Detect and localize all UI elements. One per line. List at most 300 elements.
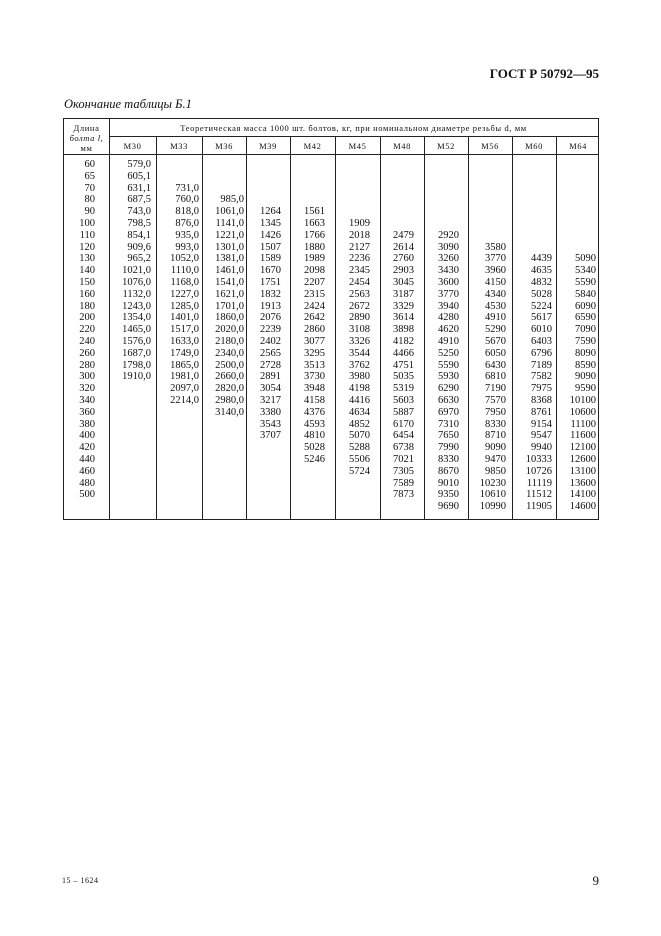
grid-line (64, 154, 598, 155)
value-cell: 1264 (260, 206, 281, 218)
value-cell: 1465,0 (122, 324, 151, 336)
value-cell: 1751 (260, 276, 281, 288)
value-cell: 1354,0 (122, 312, 151, 324)
value-cell: 6010 (531, 324, 552, 336)
value-cell (335, 194, 370, 206)
value-cell: 5250 (438, 347, 459, 359)
value-cell: 3960 (485, 265, 506, 277)
value-cell: 6170 (393, 418, 414, 430)
value-cell: 1832 (260, 288, 281, 300)
col-header-m36: М36 (215, 141, 233, 151)
value-cell: 10100 (569, 394, 596, 406)
value-cell: 9090 (485, 442, 506, 454)
value-cell: 1301,0 (215, 241, 244, 253)
length-cell: 480 (79, 477, 95, 489)
value-cell: 7650 (438, 430, 459, 442)
value-cell: 993,0 (175, 241, 199, 253)
value-cell (202, 159, 244, 171)
value-cell: 5288 (349, 442, 370, 454)
length-cell: 180 (79, 300, 95, 312)
value-cell: 1132,0 (122, 288, 151, 300)
length-cell: 60 (84, 159, 95, 170)
value-cell: 2214,0 (170, 394, 199, 406)
value-cell: 3077 (304, 335, 325, 347)
value-cell: 3600 (438, 276, 459, 288)
value-cell: 818,0 (175, 206, 199, 218)
value-cell: 1670 (260, 265, 281, 277)
value-cell: 965,2 (127, 253, 151, 265)
value-cell: 2903 (393, 265, 414, 277)
value-cell (468, 171, 506, 183)
value-cell (202, 183, 244, 195)
value-cell: 5840 (575, 288, 596, 300)
value-cell: 2018 (349, 229, 370, 241)
value-cell (556, 183, 596, 195)
value-cell: 2500,0 (215, 359, 244, 371)
value-cell (556, 242, 596, 254)
value-cell: 7990 (438, 442, 459, 454)
value-cell: 760,0 (175, 194, 199, 206)
value-cell: 7189 (531, 359, 552, 371)
value-cell: 5724 (349, 465, 370, 477)
value-cell: 1021,0 (122, 265, 151, 277)
value-cell (512, 171, 552, 183)
value-cell: 2236 (349, 253, 370, 265)
value-cell: 3770 (485, 253, 506, 265)
value-cell (468, 183, 506, 195)
value-cell: 4751 (393, 359, 414, 371)
value-cell: 8670 (438, 465, 459, 477)
value-cell: 1507 (260, 241, 281, 253)
value-cell: 1576,0 (122, 335, 151, 347)
col-header-m33: М33 (170, 141, 188, 151)
value-cell: 4635 (531, 265, 552, 277)
value-cell: 14100 (569, 489, 596, 501)
value-cell: 2563 (349, 288, 370, 300)
value-cell (468, 194, 506, 206)
value-cell: 6454 (393, 430, 414, 442)
mass-table (63, 118, 599, 520)
value-cell: 5290 (485, 324, 506, 336)
value-cell (424, 206, 459, 218)
value-cell: 743,0 (127, 206, 151, 218)
length-cell: 65 (84, 170, 95, 182)
value-cell: 876,0 (175, 217, 199, 229)
values-column-m52 (424, 159, 459, 513)
value-cell: 2479 (393, 229, 414, 241)
value-cell: 5028 (531, 288, 552, 300)
value-cell: 3513 (304, 359, 325, 371)
value-cell: 3430 (438, 265, 459, 277)
value-cell: 2672 (349, 300, 370, 312)
value-cell (380, 171, 414, 183)
value-cell (468, 230, 506, 242)
values-column-m56 (468, 159, 506, 513)
values-column-m30 (109, 159, 151, 383)
value-cell: 3108 (349, 324, 370, 336)
value-cell: 4466 (393, 347, 414, 359)
value-cell: 3707 (260, 430, 281, 442)
length-cell: 340 (79, 394, 95, 406)
value-cell: 2860 (304, 324, 325, 336)
value-cell (556, 206, 596, 218)
value-cell: 2097,0 (170, 383, 199, 395)
col-header-m56: М56 (481, 141, 499, 151)
values-column-m33 (156, 159, 199, 407)
values-column-m48 (380, 159, 414, 501)
value-cell: 3948 (304, 383, 325, 395)
value-cell: 1766 (304, 229, 325, 241)
value-cell (512, 159, 552, 171)
value-cell: 3054 (260, 383, 281, 395)
value-cell: 10990 (479, 501, 506, 513)
value-cell: 12600 (569, 453, 596, 465)
value-cell: 4852 (349, 418, 370, 430)
length-cell: 380 (79, 418, 95, 430)
col-header-m39: М39 (259, 141, 277, 151)
table-caption: Окончание таблицы Б.1 (64, 97, 192, 111)
value-cell: 1381,0 (215, 253, 244, 265)
value-cell: 9154 (531, 418, 552, 430)
value-cell: 5246 (304, 453, 325, 465)
value-cell: 3898 (393, 324, 414, 336)
value-cell: 4634 (349, 406, 370, 418)
length-column (64, 159, 95, 501)
value-cell (246, 159, 281, 171)
value-cell: 854,1 (127, 229, 151, 241)
value-cell: 10333 (525, 453, 552, 465)
length-cell: 110 (79, 229, 95, 241)
value-cell (335, 171, 370, 183)
value-cell (380, 159, 414, 171)
value-cell: 6810 (485, 371, 506, 383)
value-cell (290, 171, 325, 183)
length-cell: 80 (84, 194, 95, 206)
value-cell: 1243,0 (122, 300, 151, 312)
col-header-m42: М42 (303, 141, 322, 151)
length-cell: 70 (84, 182, 95, 194)
value-cell (512, 206, 552, 218)
value-cell: 3730 (304, 371, 325, 383)
value-cell: 4832 (531, 276, 552, 288)
value-cell: 7589 (393, 477, 414, 489)
value-cell: 1663 (304, 217, 325, 229)
value-cell: 5887 (393, 406, 414, 418)
value-cell: 1589 (260, 253, 281, 265)
value-cell (380, 194, 414, 206)
value-cell: 1061,0 (215, 206, 244, 218)
value-cell: 6090 (575, 300, 596, 312)
values-column-m39 (246, 159, 281, 442)
values-column-m60 (512, 159, 552, 513)
value-cell: 2642 (304, 312, 325, 324)
value-cell: 1076,0 (122, 276, 151, 288)
length-header-line: болта l, (69, 133, 104, 143)
value-cell: 2565 (260, 347, 281, 359)
value-cell: 6738 (393, 442, 414, 454)
length-cell: 400 (79, 430, 95, 442)
value-cell: 1633,0 (170, 335, 199, 347)
value-cell: 11600 (570, 430, 596, 442)
value-cell (424, 159, 459, 171)
value-cell (424, 194, 459, 206)
value-cell: 3544 (349, 347, 370, 359)
value-cell: 1426 (260, 229, 281, 241)
value-cell: 2424 (304, 300, 325, 312)
value-cell: 1141,0 (215, 217, 244, 229)
value-cell: 1798,0 (122, 359, 151, 371)
length-cell: 90 (84, 206, 95, 218)
value-cell: 2660,0 (215, 371, 244, 383)
value-cell: 5035 (393, 371, 414, 383)
value-cell: 3980 (349, 371, 370, 383)
value-cell: 3580 (485, 241, 506, 253)
value-cell: 1981,0 (170, 371, 199, 383)
length-cell: 500 (79, 489, 95, 501)
value-cell: 9850 (485, 465, 506, 477)
value-cell: 2920 (438, 229, 459, 241)
value-cell: 4158 (304, 394, 325, 406)
value-cell: 5590 (575, 276, 596, 288)
value-cell (512, 242, 552, 254)
value-cell: 2239 (260, 324, 281, 336)
value-cell: 985,0 (220, 194, 244, 206)
value-cell: 2207 (304, 276, 325, 288)
value-cell: 2454 (349, 276, 370, 288)
value-cell: 2340,0 (215, 347, 244, 359)
length-cell: 130 (79, 253, 95, 265)
col-header-m30: М30 (123, 141, 142, 151)
value-cell: 2098 (304, 265, 325, 277)
value-cell: 9690 (438, 501, 459, 513)
value-cell: 1687,0 (122, 347, 151, 359)
value-cell: 1221,0 (215, 229, 244, 241)
value-cell: 1989 (304, 253, 325, 265)
value-cell: 3614 (393, 312, 414, 324)
value-cell: 5319 (393, 383, 414, 395)
value-cell: 2820,0 (215, 383, 244, 395)
value-cell: 3187 (393, 288, 414, 300)
value-cell: 7975 (531, 383, 552, 395)
value-cell (512, 194, 552, 206)
value-cell: 2345 (349, 265, 370, 277)
length-cell: 220 (79, 324, 95, 336)
value-cell: 5506 (349, 453, 370, 465)
value-cell: 4910 (438, 335, 459, 347)
value-cell: 4910 (485, 312, 506, 324)
value-cell: 7021 (393, 453, 414, 465)
value-cell: 2180,0 (215, 335, 244, 347)
values-column-m36 (202, 159, 244, 419)
value-cell (290, 183, 325, 195)
value-cell: 8330 (438, 453, 459, 465)
value-cell: 4198 (349, 383, 370, 395)
length-cell: 160 (79, 288, 95, 300)
value-cell: 3380 (260, 406, 281, 418)
value-cell: 1880 (304, 241, 325, 253)
value-cell: 3045 (393, 276, 414, 288)
length-header (64, 123, 109, 153)
value-cell (424, 218, 459, 230)
length-cell: 440 (79, 453, 95, 465)
length-cell: 260 (79, 347, 95, 359)
value-cell: 2402 (260, 335, 281, 347)
value-cell: 4530 (485, 300, 506, 312)
value-cell: 8761 (531, 406, 552, 418)
length-cell: 100 (79, 217, 95, 229)
value-cell (156, 159, 199, 171)
value-cell: 3260 (438, 253, 459, 265)
length-cell: 280 (79, 359, 95, 371)
value-cell: 10230 (479, 477, 506, 489)
value-cell: 13100 (569, 465, 596, 477)
value-cell: 5603 (393, 394, 414, 406)
value-cell: 3329 (393, 300, 414, 312)
value-cell (335, 206, 370, 218)
value-cell (556, 194, 596, 206)
document-code: ГОСТ Р 50792—95 (489, 66, 599, 81)
value-cell: 7582 (531, 371, 552, 383)
page-number: 9 (592, 873, 599, 888)
value-cell: 4376 (304, 406, 325, 418)
value-cell: 12100 (569, 442, 596, 454)
value-cell: 6050 (485, 347, 506, 359)
value-cell: 1168,0 (170, 276, 199, 288)
length-cell: 120 (79, 241, 95, 253)
value-cell: 687,5 (127, 194, 151, 206)
value-cell: 4340 (485, 288, 506, 300)
value-cell: 1227,0 (170, 288, 199, 300)
value-cell: 1285,0 (170, 300, 199, 312)
value-cell: 1749,0 (170, 347, 199, 359)
value-cell: 3140,0 (215, 406, 244, 418)
value-cell: 5590 (438, 359, 459, 371)
value-cell (202, 171, 244, 183)
value-cell: 798,5 (127, 217, 151, 229)
value-cell: 3762 (349, 359, 370, 371)
value-cell: 2127 (349, 241, 370, 253)
value-cell (380, 206, 414, 218)
value-cell: 11119 (526, 477, 552, 489)
value-cell: 7590 (575, 335, 596, 347)
value-cell: 9090 (575, 371, 596, 383)
col-header-m64: М64 (569, 141, 587, 151)
value-cell: 7090 (575, 324, 596, 336)
value-cell: 9590 (575, 383, 596, 395)
value-cell: 4280 (438, 312, 459, 324)
value-cell: 4416 (349, 394, 370, 406)
value-cell (468, 206, 506, 218)
value-cell: 631,1 (127, 182, 151, 194)
value-cell: 9940 (531, 442, 552, 454)
value-cell: 3090 (438, 241, 459, 253)
value-cell: 1701,0 (215, 300, 244, 312)
value-cell: 1110,0 (170, 265, 199, 277)
value-cell: 7950 (485, 406, 506, 418)
values-column-m42 (290, 159, 325, 466)
value-cell: 1052,0 (170, 253, 199, 265)
value-cell: 1910,0 (122, 371, 151, 383)
value-cell: 3295 (304, 347, 325, 359)
value-cell: 5340 (575, 265, 596, 277)
value-cell: 14600 (569, 501, 596, 513)
value-cell: 6590 (575, 312, 596, 324)
value-cell: 7305 (393, 465, 414, 477)
value-cell (556, 171, 596, 183)
value-cell: 2980,0 (215, 394, 244, 406)
value-cell: 1517,0 (170, 324, 199, 336)
col-header-m60: М60 (525, 141, 543, 151)
value-cell: 1401,0 (170, 312, 199, 324)
value-cell: 2760 (393, 253, 414, 265)
value-cell: 6796 (531, 347, 552, 359)
value-cell (290, 194, 325, 206)
value-cell (380, 183, 414, 195)
value-cell: 7570 (485, 394, 506, 406)
value-cell (512, 218, 552, 230)
value-cell: 2614 (393, 241, 414, 253)
length-cell: 200 (79, 312, 95, 324)
value-cell: 6430 (485, 359, 506, 371)
value-cell: 8590 (575, 359, 596, 371)
value-cell (468, 218, 506, 230)
value-cell: 731,0 (175, 182, 199, 194)
col-header-m52: М52 (437, 141, 455, 151)
value-cell: 5028 (304, 442, 325, 454)
value-cell: 3326 (349, 335, 370, 347)
value-cell: 4439 (531, 253, 552, 265)
value-cell: 6403 (531, 335, 552, 347)
value-cell: 4620 (438, 324, 459, 336)
length-cell: 240 (79, 335, 95, 347)
value-cell: 11905 (526, 501, 552, 513)
length-cell: 320 (79, 383, 95, 395)
value-cell: 5090 (575, 253, 596, 265)
value-cell (512, 183, 552, 195)
value-cell: 1461,0 (215, 265, 244, 277)
value-cell: 1909 (349, 217, 370, 229)
value-cell: 3770 (438, 288, 459, 300)
value-cell (335, 183, 370, 195)
value-cell: 9470 (485, 453, 506, 465)
value-cell: 605,1 (127, 170, 151, 182)
value-cell: 6970 (438, 406, 459, 418)
value-cell: 8368 (531, 394, 552, 406)
length-header-line: мм (80, 143, 93, 153)
value-cell: 3217 (260, 394, 281, 406)
value-cell (335, 159, 370, 171)
value-cell: 579,0 (127, 159, 151, 170)
value-cell (512, 230, 552, 242)
value-cell (424, 183, 459, 195)
value-cell (556, 230, 596, 242)
value-cell: 1541,0 (215, 276, 244, 288)
value-cell: 1561 (304, 206, 325, 218)
value-cell: 2890 (349, 312, 370, 324)
value-cell: 7190 (485, 383, 506, 395)
value-cell: 6630 (438, 394, 459, 406)
values-column-m45 (335, 159, 370, 478)
group-header: Теоретическая масса 1000 шт. болтов, кг, при номинальном диаметре резьбы d, мм (180, 123, 527, 133)
value-cell: 2728 (260, 359, 281, 371)
value-cell: 1913 (260, 300, 281, 312)
col-header-m48: М48 (393, 141, 411, 151)
value-cell: 10610 (479, 489, 506, 501)
value-cell (424, 171, 459, 183)
value-cell: 909,6 (127, 241, 151, 253)
value-cell: 9350 (438, 489, 459, 501)
value-cell (380, 218, 414, 230)
